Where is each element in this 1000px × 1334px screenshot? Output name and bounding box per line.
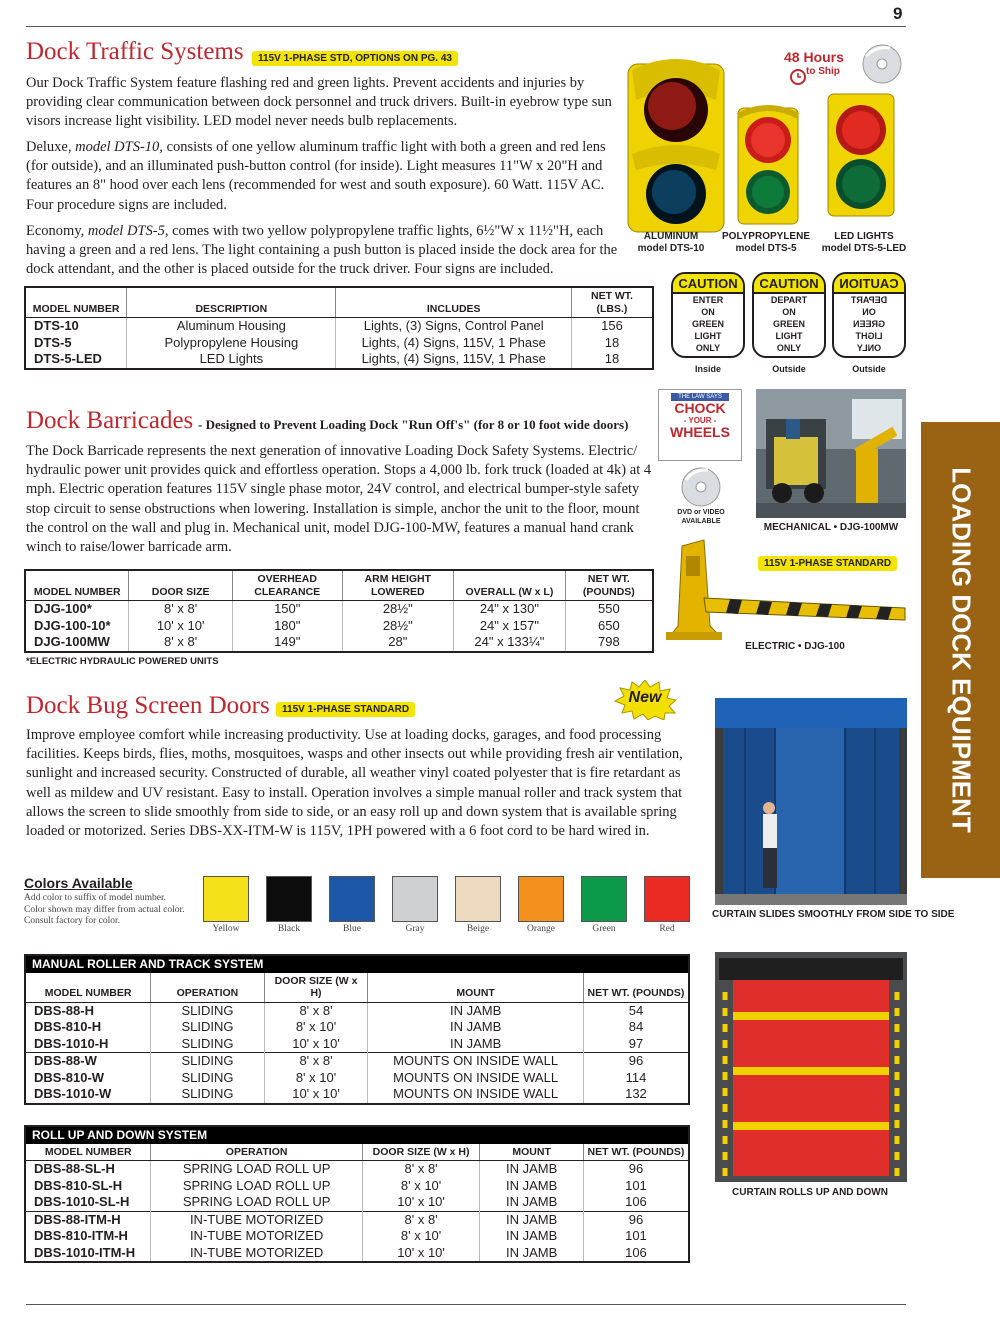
table-header-row: MODEL NUMBER OPERATION DOOR SIZE (W x H) MOUNT NET WT. (POUNDS) — [25, 973, 689, 1003]
barricade-spec-table — [24, 569, 654, 653]
caution-sign-inside: CAUTION ENTER ON GREEN LIGHT ONLY — [671, 272, 745, 358]
deluxe-lead: Deluxe, — [26, 139, 72, 155]
color-swatch-label: Gray — [405, 924, 425, 934]
color-swatch-label: Orange — [527, 924, 555, 934]
traffic-deluxe — [26, 138, 618, 215]
bug-screen-text: Improve employee comfort while increasing productivity. Use at loading docks, garages, and food processing facilities. Keeps birds, flies, moths, mosquitoes, wasps and other insects out while providing fresh air ventilation, sunlight and increased security. Constructed of durable, all weather vinyl coated polyester that is fire retardant as well as mildew and UV resistant. Easy to install. Operation involves a simple manual roller and track system that allows the screen to slide smoothly from side to side, or an easy roll up and down system that is available spring loaded or motorized. Series DBS-XX-ITM-W is 115V, 1PH powered with a 6 foot cord to be hard wired in. — [26, 727, 683, 840]
table-row: DTS-5-LED LED Lights Lights, (4) Signs, 115V, 1 Phase 18 — [25, 351, 653, 369]
color-swatch-gray — [392, 876, 438, 922]
led-traffic-light — [828, 94, 894, 216]
bug-screen-title: Dock Bug Screen Doors — [26, 692, 270, 719]
table-header-row: MODEL NUMBER OPERATION DOOR SIZE (W x H) MOUNT NET WT. (POUNDS) — [25, 1144, 689, 1161]
traffic-title: Dock Traffic Systems — [26, 38, 244, 65]
color-swatch-label: Blue — [343, 924, 361, 934]
manual-table-title: MANUAL ROLLER AND TRACK SYSTEM — [25, 955, 689, 973]
col-model: MODEL NUMBER — [25, 287, 127, 318]
deluxe-text: consists of one yellow aluminum traffic light with both a green and red lens (for outside), and an illuminated push-button control (for inside). Light measures 11"W x 20"H and features an 8" hood over each lens (recommended for west and south exposure). 60 Watt. 115V AC. Four procedure signs are included. — [26, 139, 606, 213]
deluxe-model: model DTS-10, — [75, 139, 163, 155]
rollup-table-title: ROLL UP AND DOWN SYSTEM — [25, 1126, 689, 1144]
table-header-row — [25, 287, 653, 318]
electric-barricade-illustration — [660, 536, 910, 646]
new-badge-label: New — [628, 689, 662, 706]
colors-title: Colors Available — [24, 875, 133, 891]
mechanical-caption: MECHANICAL • DJG-100MW — [763, 522, 899, 533]
product-caption-polypropylene: POLYPROPYLENE model DTS-5 — [722, 231, 810, 254]
color-swatch-label: Green — [592, 924, 616, 934]
rollup-curtain-photo — [715, 952, 907, 1182]
table-row: DJG-100-10* 10' x 10' 180" 28½" 24" x 157" 650 — [25, 618, 653, 635]
table-row: DBS-88-ITM-H IN-TUBE MOTORIZED 8' x 8' IN JAMB 96 — [25, 1211, 689, 1228]
chock-wheels-sign: THE LAW SAYS CHOCK - YOUR - WHEELS — [658, 389, 742, 461]
page-number: 9 — [893, 4, 903, 23]
bottom-rule — [26, 1304, 906, 1305]
manual-roller-table — [24, 954, 690, 1105]
colors-note: Add color to suffix of model number. Color shown may differ from actual color. Consult factory for color. — [24, 893, 185, 926]
traffic-spec-table — [24, 286, 654, 370]
col-description: DESCRIPTION — [127, 287, 336, 318]
table-header-row: MODEL NUMBER DOOR SIZE OVERHEAD CLEARANCE ARM HEIGHT LOWERED OVERALL (W x L) NET WT. (POUNDS) — [25, 570, 653, 601]
col-weight: NET WT. (LBS.) — [571, 287, 653, 318]
table-row: DJG-100* 8' x 8' 150" 28½" 24" x 130" 550 — [25, 601, 653, 618]
color-swatch-beige — [455, 876, 501, 922]
barricades-text: The Dock Barricade represents the next generation of innovative Loading Dock Safety Systems. Electric/ hydraulic power unit provides quick and effortless operation. Stops a 4,000 lb. fork truck (loaded at 4k) at 4 mph. Electric operation features 115V single phase motor, 24V control, and electrical bumper-style safety stop circuit to sense obstructions when lowering. Installation is simple, anchor the unit to the floor, mount the control on the wall and plug in. Mechanical unit, model DJG-100-MW, features a manual hand crank winch to raise/lower barricade arm. — [26, 443, 652, 556]
side-section-tab — [921, 422, 1000, 878]
top-rule — [26, 26, 906, 27]
table-row: DTS-10 Aluminum Housing Lights, (3) Signs, Control Panel 156 — [25, 318, 653, 335]
dvd-disc-icon-2 — [680, 466, 722, 508]
mechanical-barricade-photo — [756, 389, 906, 518]
barricades-subtitle: - Designed to Prevent Loading Dock "Run Off's" (for 8 or 10 foot wide doors) — [198, 417, 629, 432]
table-row: DBS-1010-ITM-H IN-TUBE MOTORIZED 10' x 10' IN JAMB 106 — [25, 1245, 689, 1263]
economy-lead: Economy, — [26, 223, 85, 239]
color-swatch-orange — [518, 876, 564, 922]
sign-caption-outside-2: Outside — [852, 364, 886, 374]
dvd-disc-icon — [863, 45, 901, 83]
shipping-badge-sub: to Ship — [806, 66, 840, 77]
dvd-caption: DVD or VIDEO AVAILABLE — [677, 509, 725, 525]
barricades-title: Dock Barricades — [26, 407, 194, 434]
caution-sign-outside-mirrored: CAUTION DEPART ON GREEN LIGHT ONLY — [832, 272, 906, 358]
table-row: DBS-88-SL-H SPRING LOAD ROLL UP 8' x 8' IN JAMB 96 — [25, 1161, 689, 1178]
caution-sign-outside: CAUTION DEPART ON GREEN LIGHT ONLY — [752, 272, 826, 358]
color-swatch-yellow — [203, 876, 249, 922]
table-row: DBS-810-W SLIDING 8' x 10' MOUNTS ON INSIDE WALL 114 — [25, 1070, 689, 1087]
shipping-badge-label: 48 Hours — [784, 49, 844, 65]
economy-model: model DTS-5, — [87, 223, 169, 239]
table-row: DBS-1010-H SLIDING 10' x 10' IN JAMB 97 — [25, 1036, 689, 1053]
side-tab-label: LOADING DOCK EQUIPMENT — [946, 467, 976, 833]
sliding-curtain-photo — [715, 698, 907, 905]
bug-screen-voltage-tag: 115V 1-PHASE STANDARD — [276, 702, 415, 717]
color-swatch-label: Yellow — [212, 924, 240, 934]
sign-caption-inside: Inside — [694, 364, 721, 374]
col-includes: INCLUDES — [336, 287, 572, 318]
table-row: DBS-810-SL-H SPRING LOAD ROLL UP 8' x 10' IN JAMB 101 — [25, 1178, 689, 1195]
product-caption-led: LED LIGHTS model DTS-5-LED — [821, 231, 907, 254]
color-swatch-label: Red — [659, 924, 675, 934]
table-row: DBS-810-H SLIDING 8' x 10' IN JAMB 84 — [25, 1019, 689, 1036]
economy-text: comes with two yellow polypropylene traffic lights, 6½"W x 11½"H, each having a green and a red lens. The light containing a push button is placed inside the dock area for the dock attendant, and the other is placed outside for the truck driver. Four signs are included. — [26, 223, 618, 278]
color-swatch-blue — [329, 876, 375, 922]
aluminum-traffic-light — [628, 59, 724, 232]
traffic-voltage-tag: 115V 1-PHASE STD, OPTIONS ON PG. 43 — [252, 51, 458, 66]
polypropylene-traffic-light — [738, 108, 798, 224]
shipping-badge — [791, 70, 805, 84]
electric-caption: ELECTRIC • DJG-100 — [745, 641, 845, 652]
rollup-table — [24, 1125, 690, 1263]
table-row: DBS-810-ITM-H IN-TUBE MOTORIZED 8' x 10' IN JAMB 101 — [25, 1228, 689, 1245]
color-swatch-label: Black — [277, 924, 301, 934]
color-swatch-black — [266, 876, 312, 922]
table-row: DBS-88-H SLIDING 8' x 8' IN JAMB 54 — [25, 1002, 689, 1019]
table-row: DBS-88-W SLIDING 8' x 8' MOUNTS ON INSIDE WALL 96 — [25, 1053, 689, 1070]
table-row: DTS-5 Polypropylene Housing Lights, (4) Signs, 115V, 1 Phase 18 — [25, 335, 653, 352]
sliding-curtain-caption: CURTAIN SLIDES SMOOTHLY FROM SIDE TO SIDE — [712, 909, 955, 920]
traffic-economy — [26, 222, 622, 280]
table-row: DJG-100MW 8' x 8' 149" 28" 24" x 133¼" 798 — [25, 634, 653, 652]
product-caption-aluminum: ALUMINUM model DTS-10 — [637, 231, 705, 254]
color-swatch-red — [644, 876, 690, 922]
color-swatch-green — [581, 876, 627, 922]
traffic-intro: Our Dock Traffic System feature flashing red and green lights. Prevent accidents and injuries by providing clear communication between dock personnel and truck drivers. Built-in eyebrow type sun visors increase light visibility. LED model never needs bulb replacements. — [26, 75, 612, 130]
rollup-curtain-caption: CURTAIN ROLLS UP AND DOWN — [732, 1187, 888, 1198]
color-swatch-label: Beige — [466, 924, 490, 934]
table-row: DBS-1010-SL-H SPRING LOAD ROLL UP 10' x 10' IN JAMB 106 — [25, 1194, 689, 1211]
traffic-lights-illustration — [620, 44, 910, 234]
barricade-footnote: *ELECTRIC HYDRAULIC POWERED UNITS — [26, 656, 219, 667]
electric-voltage-tag: 115V 1-PHASE STANDARD — [758, 556, 897, 571]
sign-caption-outside: Outside — [772, 364, 806, 374]
table-row: DBS-1010-W SLIDING 10' x 10' MOUNTS ON INSIDE WALL 132 — [25, 1086, 689, 1104]
